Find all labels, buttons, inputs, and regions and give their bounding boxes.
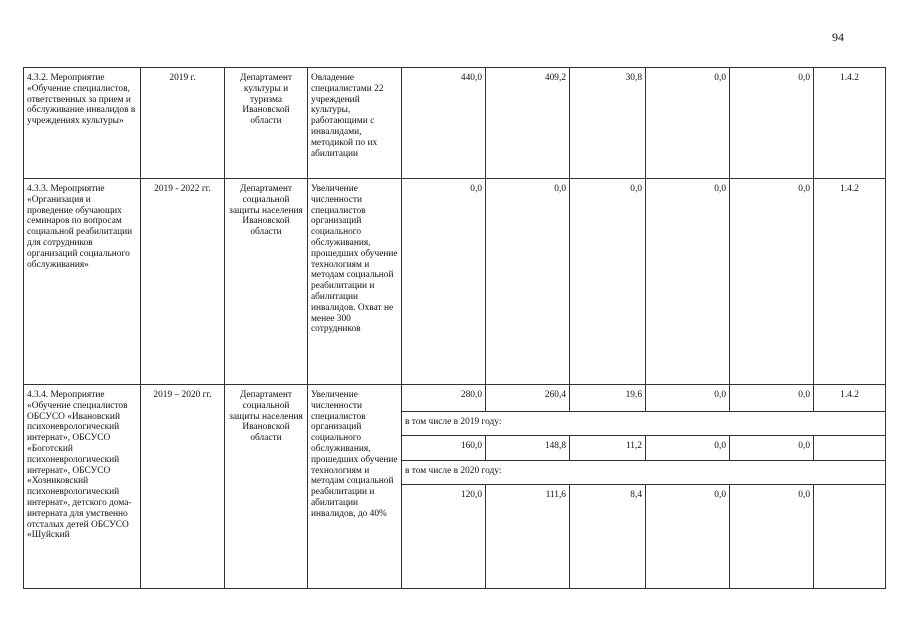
funding-total-2020: 120,0 (402, 485, 486, 589)
funding-local: 0,0 (646, 68, 730, 179)
funding-total: 440,0 (402, 68, 486, 179)
funding-other-2020: 0,0 (730, 485, 814, 589)
activity-result: Увеличение численности специалистов организаций социального обслуживания, прошедших обучение технологиям и методам социальной реабилитации и абилитации инвалидов. Охват не менее 300 сотрудников (308, 179, 402, 385)
funding-regional-2020: 8,4 (570, 485, 646, 589)
activity-years: 2019 г. (141, 68, 225, 179)
activity-name: 4.3.2. Мероприятие «Обучение специалистов, ответственных за прием и обслуживание инвалидов в учреждениях культуры» (24, 68, 141, 179)
activity-years: 2019 – 2020 гг. (141, 385, 225, 589)
activity-name: 4.3.3. Мероприятие «Организация и проведение обучающих семинаров по вопросам социальной реабилитации для сотрудников организаций социального обслуживания» (24, 179, 141, 385)
funding-regional: 30,8 (570, 68, 646, 179)
funding-federal-2019: 148,8 (486, 436, 570, 461)
funding-regional-2019: 11,2 (570, 436, 646, 461)
table-row (24, 385, 886, 412)
program-table (23, 67, 886, 589)
activity-executor: Департамент социальной защиты населения Ивановской области (225, 385, 308, 589)
funding-local: 0,0 (646, 385, 730, 412)
indicator-code: 1.4.2 (814, 385, 886, 412)
funding-local: 0,0 (646, 179, 730, 385)
activity-result: Овладение специалистами 22 учреждений культуры, работающими с инвалидами, методикой по их абилитации (308, 68, 402, 179)
activity-result: Увеличение численности специалистов организаций социального обслуживания, прошедших обучение технологиям и методам социальной реабилитации и абилитации инвалидов, до 40% (308, 385, 402, 589)
activity-years: 2019 - 2022 гг. (141, 179, 225, 385)
funding-other: 0,0 (730, 179, 814, 385)
indicator-code: 1.4.2 (814, 179, 886, 385)
funding-total: 280,0 (402, 385, 486, 412)
funding-federal: 409,2 (486, 68, 570, 179)
indicator-code: 1.4.2 (814, 68, 886, 179)
year-note-2020: в том числе в 2020 году: (402, 461, 886, 485)
funding-total-2019: 160,0 (402, 436, 486, 461)
activity-executor: Департамент социальной защиты населения Ивановской области (225, 179, 308, 385)
funding-other: 0,0 (730, 68, 814, 179)
funding-other: 0,0 (730, 385, 814, 412)
activity-executor: Департамент культуры и туризма Ивановской области (225, 68, 308, 179)
funding-regional: 19,6 (570, 385, 646, 412)
funding-federal: 260,4 (486, 385, 570, 412)
funding-regional: 0,0 (570, 179, 646, 385)
table-row (24, 68, 886, 179)
indicator-code-empty (814, 485, 886, 589)
funding-local-2020: 0,0 (646, 485, 730, 589)
funding-federal: 0,0 (486, 179, 570, 385)
activity-name: 4.3.4. Мероприятие «Обучение специалистов ОБСУСО «Ивановский психоневрологический интернат», ОБСУСО «Боготский психоневрологический интернат», ОБСУСО «Хозниковский психоневрологический интернат», детского дома-интерната для умственно отсталых детей ОБСУСО «Шуйский (24, 385, 141, 589)
year-note-2019: в том числе в 2019 году: (402, 412, 886, 436)
funding-total: 0,0 (402, 179, 486, 385)
funding-local-2019: 0,0 (646, 436, 730, 461)
indicator-code-empty (814, 436, 886, 461)
funding-other-2019: 0,0 (730, 436, 814, 461)
table-row (24, 179, 886, 385)
page-number: 94 (832, 30, 844, 44)
funding-federal-2020: 111,6 (486, 485, 570, 589)
